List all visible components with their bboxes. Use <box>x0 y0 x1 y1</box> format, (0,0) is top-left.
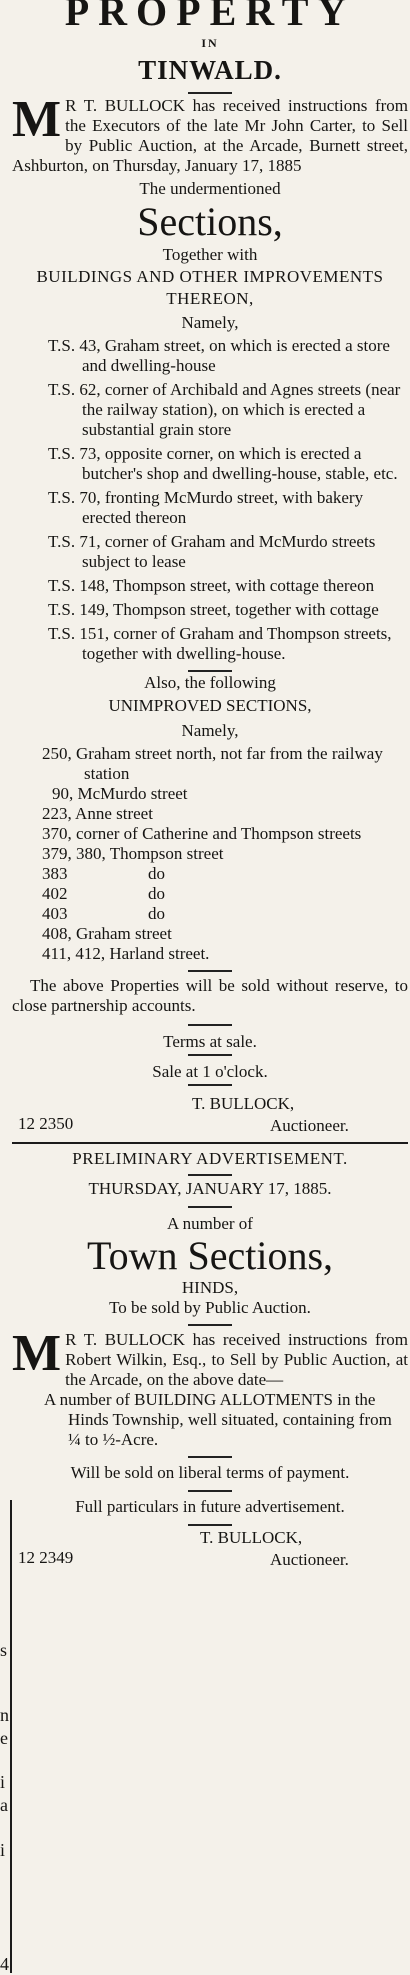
ad-location: TINWALD. <box>138 55 282 85</box>
full-particulars-line: Full particulars in future advertisement. <box>75 1497 345 1516</box>
auctioneer-title: Auctioneer. <box>270 1550 349 1569</box>
undermentioned-line: The undermentioned <box>139 179 281 198</box>
list-item: T.S. 151, corner of Graham and Thompson streets, together with dwelling-house. <box>48 624 392 663</box>
terms-line: Terms at sale. <box>163 1032 257 1051</box>
list-item: T.S. 62, corner of Archibald and Agnes streets (near the railway station), on which is erected a substantial grain store <box>48 380 401 439</box>
sale-time-line: Sale at 1 o'clock. <box>152 1062 268 1081</box>
together-line: Together with <box>162 245 258 264</box>
divider <box>188 1524 232 1526</box>
unimproved-lots-list <box>12 744 408 964</box>
margin-mark: s <box>0 1640 8 1660</box>
lot-number: 402 <box>42 884 68 903</box>
preliminary-advertisement <box>12 1148 408 1572</box>
also-line: Also, the following <box>144 673 276 692</box>
buildings-heading: BUILDINGS AND OTHER IMPROVEMENTS THEREON, <box>36 267 384 308</box>
auctioneer-name: T. BULLOCK, <box>192 1094 295 1113</box>
sold-by-line: To be sold by Public Auction. <box>109 1298 311 1317</box>
divider <box>188 1456 232 1458</box>
divider <box>188 1084 232 1086</box>
list-item: 223, Anne street <box>42 804 153 823</box>
list-item: T.S. 73, opposite corner, on which is erected a butcher's shop and dwelling-house, stable, etc. <box>48 444 398 483</box>
margin-mark: 4 <box>0 1954 9 1974</box>
list-item: T.S. 148, Thompson street, with cottage thereon <box>48 576 375 595</box>
lot-number: 383 <box>42 864 68 883</box>
ditto-mark: do <box>148 864 165 883</box>
a-number-line: A number of <box>167 1214 253 1233</box>
margin-mark: e <box>0 1728 8 1748</box>
town-sections-heading: Town Sections, <box>86 1233 334 1278</box>
ad-reference-number: 12 2350 <box>18 1114 74 1133</box>
ad-separator <box>12 1142 408 1144</box>
margin-mark: i <box>0 1772 6 1792</box>
list-item: T.S. 149, Thompson street, together with cottage <box>48 600 379 619</box>
improved-lots-list <box>12 336 408 664</box>
signature-block-bottom <box>12 1116 408 1138</box>
divider <box>188 1490 232 1492</box>
margin-mark: i <box>0 1840 6 1860</box>
list-item: 90, McMurdo street <box>52 784 188 803</box>
ditto-row <box>18 884 408 904</box>
ad-reference-number: 12 2349 <box>18 1548 74 1567</box>
divider <box>188 1206 232 1208</box>
list-item: 408, Graham street <box>42 924 172 943</box>
unimproved-heading: UNIMPROVED SECTIONS, <box>108 696 312 715</box>
sections-heading: Sections, <box>137 199 283 244</box>
list-item: 411, 412, Harland street. <box>42 944 210 963</box>
ad2-intro-paragraph <box>12 1325 408 1390</box>
ad-title: PROPERTY <box>64 0 356 34</box>
reserve-notice: The above Properties will be sold without reserve, to close partnership accounts. <box>12 976 408 1015</box>
drop-cap: M <box>12 91 62 148</box>
auctioneer-title: Auctioneer. <box>270 1116 349 1135</box>
ditto-mark: do <box>148 884 165 903</box>
drop-cap: M <box>12 1325 62 1382</box>
lot-number: 403 <box>42 904 68 923</box>
divider <box>188 1024 232 1026</box>
ditto-mark: do <box>148 904 165 923</box>
list-item: 370, corner of Catherine and Thompson streets <box>42 824 362 843</box>
namely-line: Namely, <box>181 721 239 740</box>
ditto-row <box>18 864 408 884</box>
ad-in-word: IN <box>201 36 219 50</box>
divider <box>188 1054 232 1056</box>
list-item: T.S. 43, Graham street, on which is erected a store and dwelling-house <box>48 336 390 375</box>
allotments-text: A number of BUILDING ALLOTMENTS in the Hinds Township, well situated, containing from ¼ to ½-Acre. <box>44 1390 392 1449</box>
list-item: T.S. 70, fronting McMurdo street, with bakery erected thereon <box>48 488 364 527</box>
list-item: 379, 380, Thompson street <box>42 844 224 863</box>
ad-intro-text: R T. BULLOCK has received instructions from the Executors of the late Mr John Carter, to Sell by Public Auction, at the Arcade, Burnett street, Ashburton, on Thursday, January 17, 1885 <box>12 96 408 175</box>
place-name: HINDS, <box>181 1278 239 1297</box>
margin-mark: n <box>0 1705 9 1725</box>
margin-mark: a <box>0 1795 8 1815</box>
ad2-intro-text: R T. BULLOCK has received instructions from Robert Wilkin, Esq., to Sell by Public Auction, at the Arcade, on the above date— <box>65 1330 408 1389</box>
list-item: 250, Graham street north, not far from the railway station <box>42 744 383 783</box>
property-advertisement <box>12 0 408 1138</box>
ad-intro-paragraph <box>12 91 408 176</box>
divider <box>188 1324 232 1326</box>
namely-line: Namely, <box>181 313 239 332</box>
divider <box>188 970 232 972</box>
signature-block <box>12 1094 408 1116</box>
divider <box>188 1174 232 1176</box>
list-item: T.S. 71, corner of Graham and McMurdo streets subject to lease <box>48 532 376 571</box>
signature-block <box>12 1528 408 1550</box>
divider <box>188 92 232 94</box>
margin-fragments <box>0 1510 10 1973</box>
liberal-terms-line: Will be sold on liberal terms of payment. <box>70 1463 350 1482</box>
prelim-heading: PRELIMINARY ADVERTISEMENT. <box>72 1149 348 1168</box>
ditto-row <box>18 904 408 924</box>
sale-date: THURSDAY, JANUARY 17, 1885. <box>88 1179 332 1198</box>
advertisement-column <box>12 0 408 1973</box>
auctioneer-name: T. BULLOCK, <box>200 1528 303 1547</box>
signature-block-bottom <box>12 1550 408 1572</box>
